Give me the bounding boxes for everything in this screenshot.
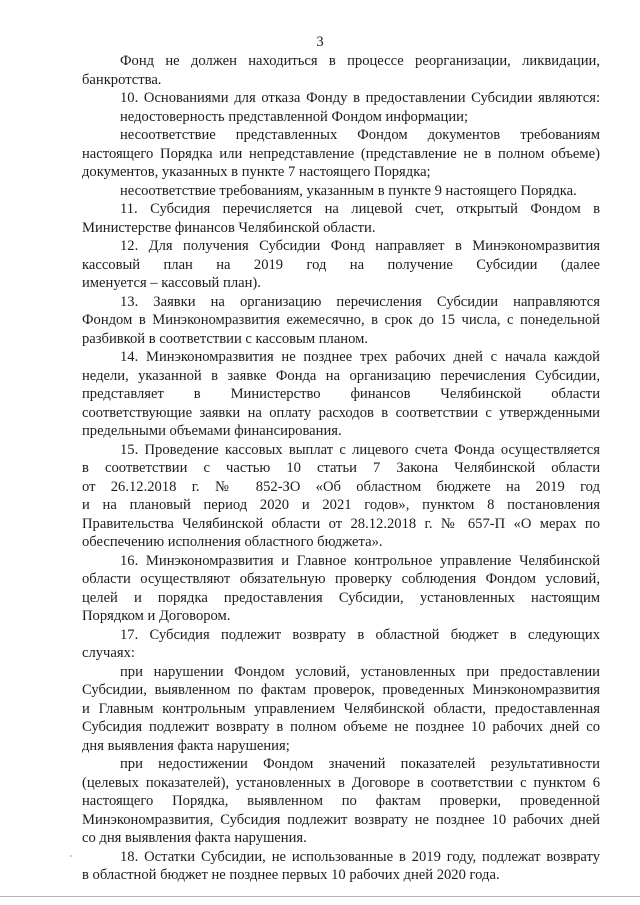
- text-line: представляет в Министерство финансов Челябинской области: [82, 386, 600, 402]
- body-text: [82, 52, 600, 885]
- scan-speck: [70, 855, 72, 857]
- text-line: случаях:: [82, 645, 135, 661]
- text-line: от 26.12.2018 г. № 852-ЗО «Об областном бюджете на 2019 год: [82, 478, 600, 495]
- text-line: несоответствие представленных Фондом документов требованиям: [120, 127, 600, 143]
- text-line: дня выявления факта нарушения;: [82, 737, 290, 754]
- text-line: документов, указанных в пункте 7 настоящего Порядка;: [82, 164, 431, 180]
- page-number: 3: [316, 34, 324, 50]
- text-line: предельными объемами финансирования.: [82, 423, 342, 439]
- text-line: и Главным контрольным управлением Челябинской области, предоставленная: [82, 700, 600, 717]
- text-line: 14. Минэкономразвития не позднее трех рабочих дней с начала каждой: [120, 349, 600, 365]
- text-line: разбивкой в соответствии с кассовым планом.: [82, 330, 369, 347]
- text-line: 11. Субсидия перечисляется на лицевой счет, открытый Фондом в: [120, 201, 600, 217]
- text-line: обеспечению исполнения областного бюджета».: [82, 534, 383, 550]
- text-line: Фондом в Минэкономразвития ежемесячно, в срок до 15 числа, с понедельной: [82, 312, 600, 328]
- text-line: (целевых показателей), установленных в Договоре в соответствии с пунктом 6: [82, 774, 600, 791]
- text-line: Субсидия подлежит возврату в полном объеме не позднее 10 рабочих дней со: [82, 719, 600, 735]
- text-line: в областной бюджет не позднее первых 10 рабочих дней 2020 года.: [82, 867, 500, 883]
- text-line: при недостижении Фондом значений показателей результативности: [120, 756, 600, 772]
- text-line: недели, указанной в заявке Фонда на организацию перечисления Субсидии,: [82, 367, 600, 384]
- text-line: несоответствие требованиям, указанным в пункте 9 настоящего Порядка.: [120, 182, 577, 199]
- text-line: 10. Основаниями для отказа Фонду в предоставлении Субсидии являются:: [120, 90, 600, 106]
- text-line: Порядком и Договором.: [82, 608, 231, 624]
- text-line: при нарушении Фондом условий, установленных при предоставлении: [120, 663, 600, 680]
- text-line: недостоверность представленной Фондом информации;: [120, 108, 469, 125]
- text-line: Субсидии, выявленном по фактам проверок, проведенных Минэкономразвития: [82, 682, 600, 698]
- text-line: 16. Минэкономразвития и Главное контрольное управление Челябинской: [120, 552, 600, 569]
- text-line: Фонд не должен находиться в процессе реорганизации, ликвидации,: [120, 53, 600, 69]
- text-line: 18. Остатки Субсидии, не использованные в 2019 году, подлежат возврату: [120, 848, 600, 865]
- text-line: соответствующие заявки на оплату расходов в соответствии с утвержденными: [82, 404, 600, 421]
- text-line: со дня выявления факта нарушения.: [82, 830, 307, 846]
- text-line: именуется – кассовый план).: [82, 275, 261, 291]
- text-line: области осуществляют обязательную проверку соблюдения Фондом условий,: [82, 571, 600, 587]
- text-line: настоящего Порядка, выявленном по фактам проверки, проведенной: [82, 793, 600, 809]
- text-line: кассовый план на 2019 год на получение Субсидии (далее: [82, 256, 600, 273]
- text-line: банкротства.: [82, 71, 162, 88]
- text-line: 15. Проведение кассовых выплат с лицевого счета Фонда осуществляется: [120, 441, 600, 458]
- text-line: 17. Субсидия подлежит возврату в областной бюджет в следующих: [120, 626, 600, 643]
- text-line: 12. Для получения Субсидии Фонд направляет в Минэкономразвития: [120, 238, 600, 254]
- text-line: целей и порядка предоставления Субсидии, установленных настоящим: [82, 589, 600, 606]
- text-line: Министерстве финансов Челябинской области.: [82, 219, 376, 236]
- page-bottom-edge: [0, 896, 640, 897]
- text-line: Минэкономразвития, Субсидия подлежит возврату не позднее 10 рабочих дней: [82, 811, 600, 828]
- text-line: Правительства Челябинской области от 28.12.2018 г. № 657-П «О мерах по: [82, 515, 600, 532]
- text-line: в соответствии с частью 10 статьи 7 Закона Челябинской области: [82, 460, 600, 476]
- text-line: настоящего Порядка или непредставление (представление не в полном объеме): [82, 145, 600, 162]
- text-line: 13. Заявки на организацию перечисления Субсидии направляются: [120, 293, 600, 310]
- text-line: и на плановый период 2020 и 2021 годов», пунктом 8 постановления: [82, 497, 600, 513]
